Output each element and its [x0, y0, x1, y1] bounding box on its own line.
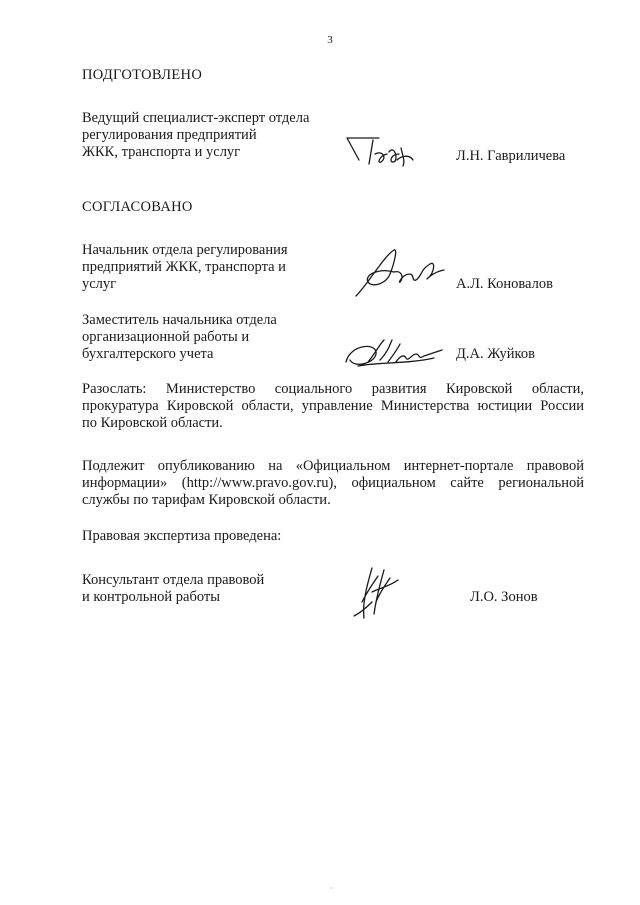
distribution-line: Разослать: Министерство социального развития Кировской области,	[82, 381, 584, 397]
prepared-position	[82, 110, 309, 161]
position-line: Консультант отдела правовой	[82, 572, 265, 588]
position-line: ЖКК, транспорта и услуг	[82, 144, 241, 160]
position-line: услуг	[82, 276, 117, 292]
prepared-name: Л.Н. Гавриличева	[456, 148, 566, 164]
agreed-position-1	[82, 242, 288, 293]
legal-review-text: Правовая экспертиза проведена:	[82, 528, 282, 544]
publication-line: Подлежит опубликованию на «Официальном интернет-портале правовой	[82, 458, 584, 474]
position-line: и контрольной работы	[82, 589, 220, 605]
position-line: Заместитель начальника отдела	[82, 312, 277, 328]
legal-review-position	[82, 572, 264, 606]
agreed-name-1: А.Л. Коновалов	[456, 276, 553, 292]
position-line: Ведущий специалист-эксперт отдела	[82, 110, 310, 126]
distribution-line: прокуратура Кировской области, управление Министерства юстиции России	[82, 398, 584, 414]
agreed-position-2	[82, 312, 277, 363]
signature-zhuykov	[338, 332, 448, 376]
page-number: 3	[327, 34, 333, 46]
agreed-name-2: Д.А. Жуйков	[456, 346, 535, 362]
agreed-heading: СОГЛАСОВАНО	[82, 199, 193, 215]
position-line: предприятий ЖКК, транспорта и	[82, 259, 286, 275]
distribution-line: по Кировской области.	[82, 415, 223, 431]
signature-konovalov	[350, 244, 450, 300]
publication-paragraph	[82, 458, 584, 509]
publication-line: службы по тарифам Кировской области.	[82, 492, 331, 508]
position-line: организационной работы и	[82, 329, 250, 345]
scan-speck: ·	[330, 884, 333, 893]
position-line: Начальник отдела регулирования	[82, 242, 288, 258]
signature-zonov	[346, 562, 406, 622]
legal-review-name: Л.О. Зонов	[470, 589, 538, 605]
signature-gavrilicheva	[343, 130, 423, 170]
position-line: регулирования предприятий	[82, 127, 257, 143]
distribution-paragraph	[82, 381, 584, 432]
prepared-heading: ПОДГОТОВЛЕНО	[82, 67, 203, 83]
position-line: бухгалтерского учета	[82, 346, 214, 362]
publication-line: информации» (http://www.pravo.gov.ru), официальном сайте региональной	[82, 475, 584, 491]
